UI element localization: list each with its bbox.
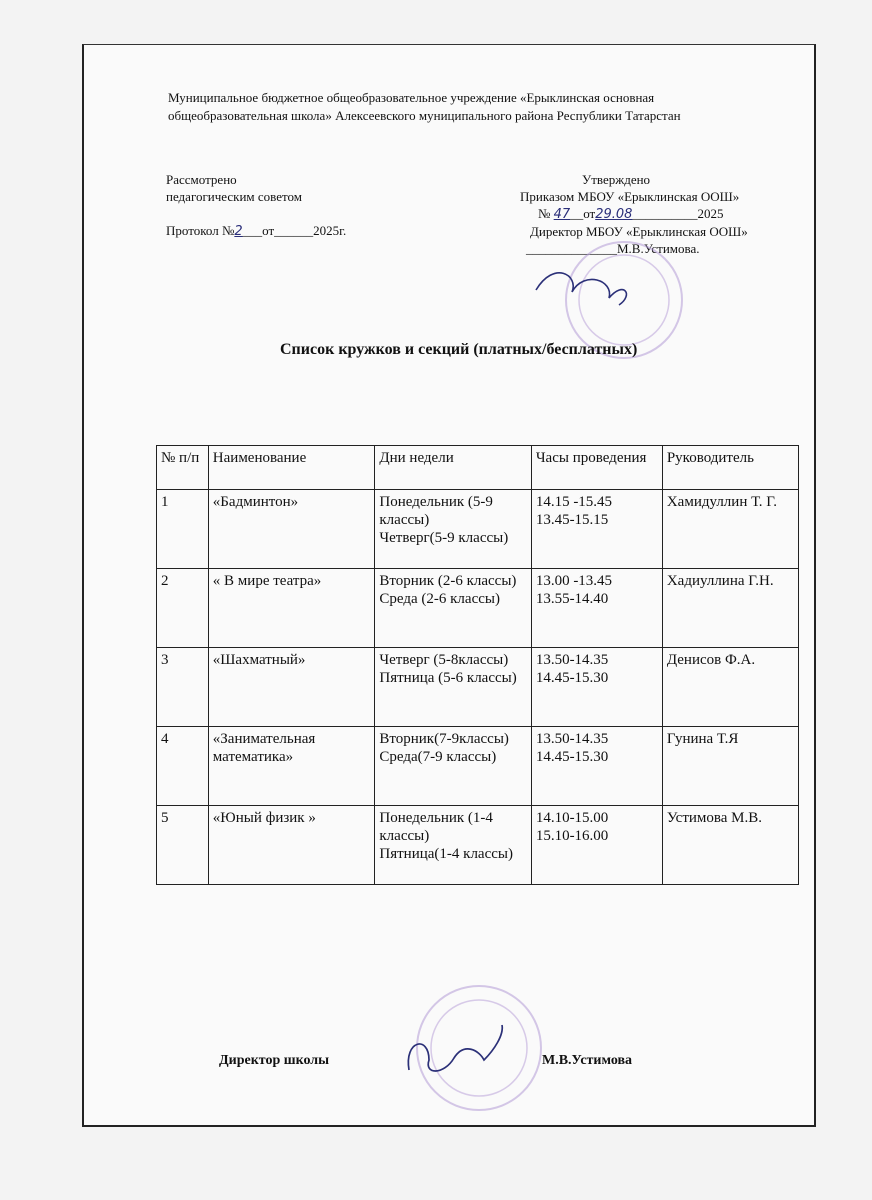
director-sign-line: ______________М.В.Устимова.	[526, 241, 700, 256]
table-row: 3 «Шахматный» Четверг (5-8классы) Пятница (5-6 классы) 13.50-14.35 14.45-15.30 Денисов Ф.А.	[157, 648, 799, 727]
considered-block: Рассмотрено педагогическим советом	[166, 172, 302, 204]
approval-stamp-icon	[524, 220, 694, 360]
table-row: 5 «Юный физик » Понедельник (1-4 классы) Пятница(1-4 классы) 14.10-15.00 15.10-16.00 Устимова М.В.	[157, 806, 799, 885]
table-row: 1 «Бадминтон» Понедельник (5-9 классы) Четверг(5-9 классы) 14.15 -15.45 13.45-15.15 Хамидуллин Т. Г.	[157, 490, 799, 569]
footer-name: М.В.Устимова	[542, 1053, 633, 1068]
organization-header: Муниципальное бюджетное общеобразовательное учреждение «Ерыклинская основная общеобразовательная школа» Алексеевского муниципального района Республики Татарстан	[168, 90, 681, 123]
order-date: 29.08	[595, 207, 633, 222]
header-number: № п/п	[157, 446, 209, 490]
header-name: Наименование	[208, 446, 375, 490]
document-page	[82, 44, 816, 1127]
footer-position: Директор школы	[219, 1053, 330, 1068]
order-line: № 47__от29.08__________2025	[538, 206, 724, 222]
protocol-number: 2	[234, 224, 243, 239]
header-hours: Часы проведения	[531, 446, 662, 490]
document-title: Список кружков и секций (платных/бесплатных)	[280, 341, 638, 358]
header-days: Дни недели	[375, 446, 531, 490]
circles-table	[156, 445, 799, 885]
order-number: 47	[553, 207, 571, 222]
approved-block: Утверждено Приказом МБОУ «Ерыклинская ООШ» № 47__от29.08__________2025 Директор МБОУ «Ерыклинская ООШ» ______________М.В.Устимова.	[520, 171, 800, 257]
table-row: 2 « В мире театра» Вторник (2-6 классы) Среда (2-6 классы) 13.00 -13.45 13.55-14.40 Хадиуллина Г.Н.	[157, 569, 799, 648]
table-row: 4 «Занимательная математика» Вторник(7-9классы) Среда(7-9 классы) 13.50-14.35 14.45-15.30 Гунина Т.Я	[157, 727, 799, 806]
protocol-line: Протокол №2___от______2025г.	[166, 223, 347, 239]
header-leader: Руководитель	[662, 446, 798, 490]
school-stamp-icon	[384, 980, 554, 1120]
table-header-row	[157, 446, 799, 490]
